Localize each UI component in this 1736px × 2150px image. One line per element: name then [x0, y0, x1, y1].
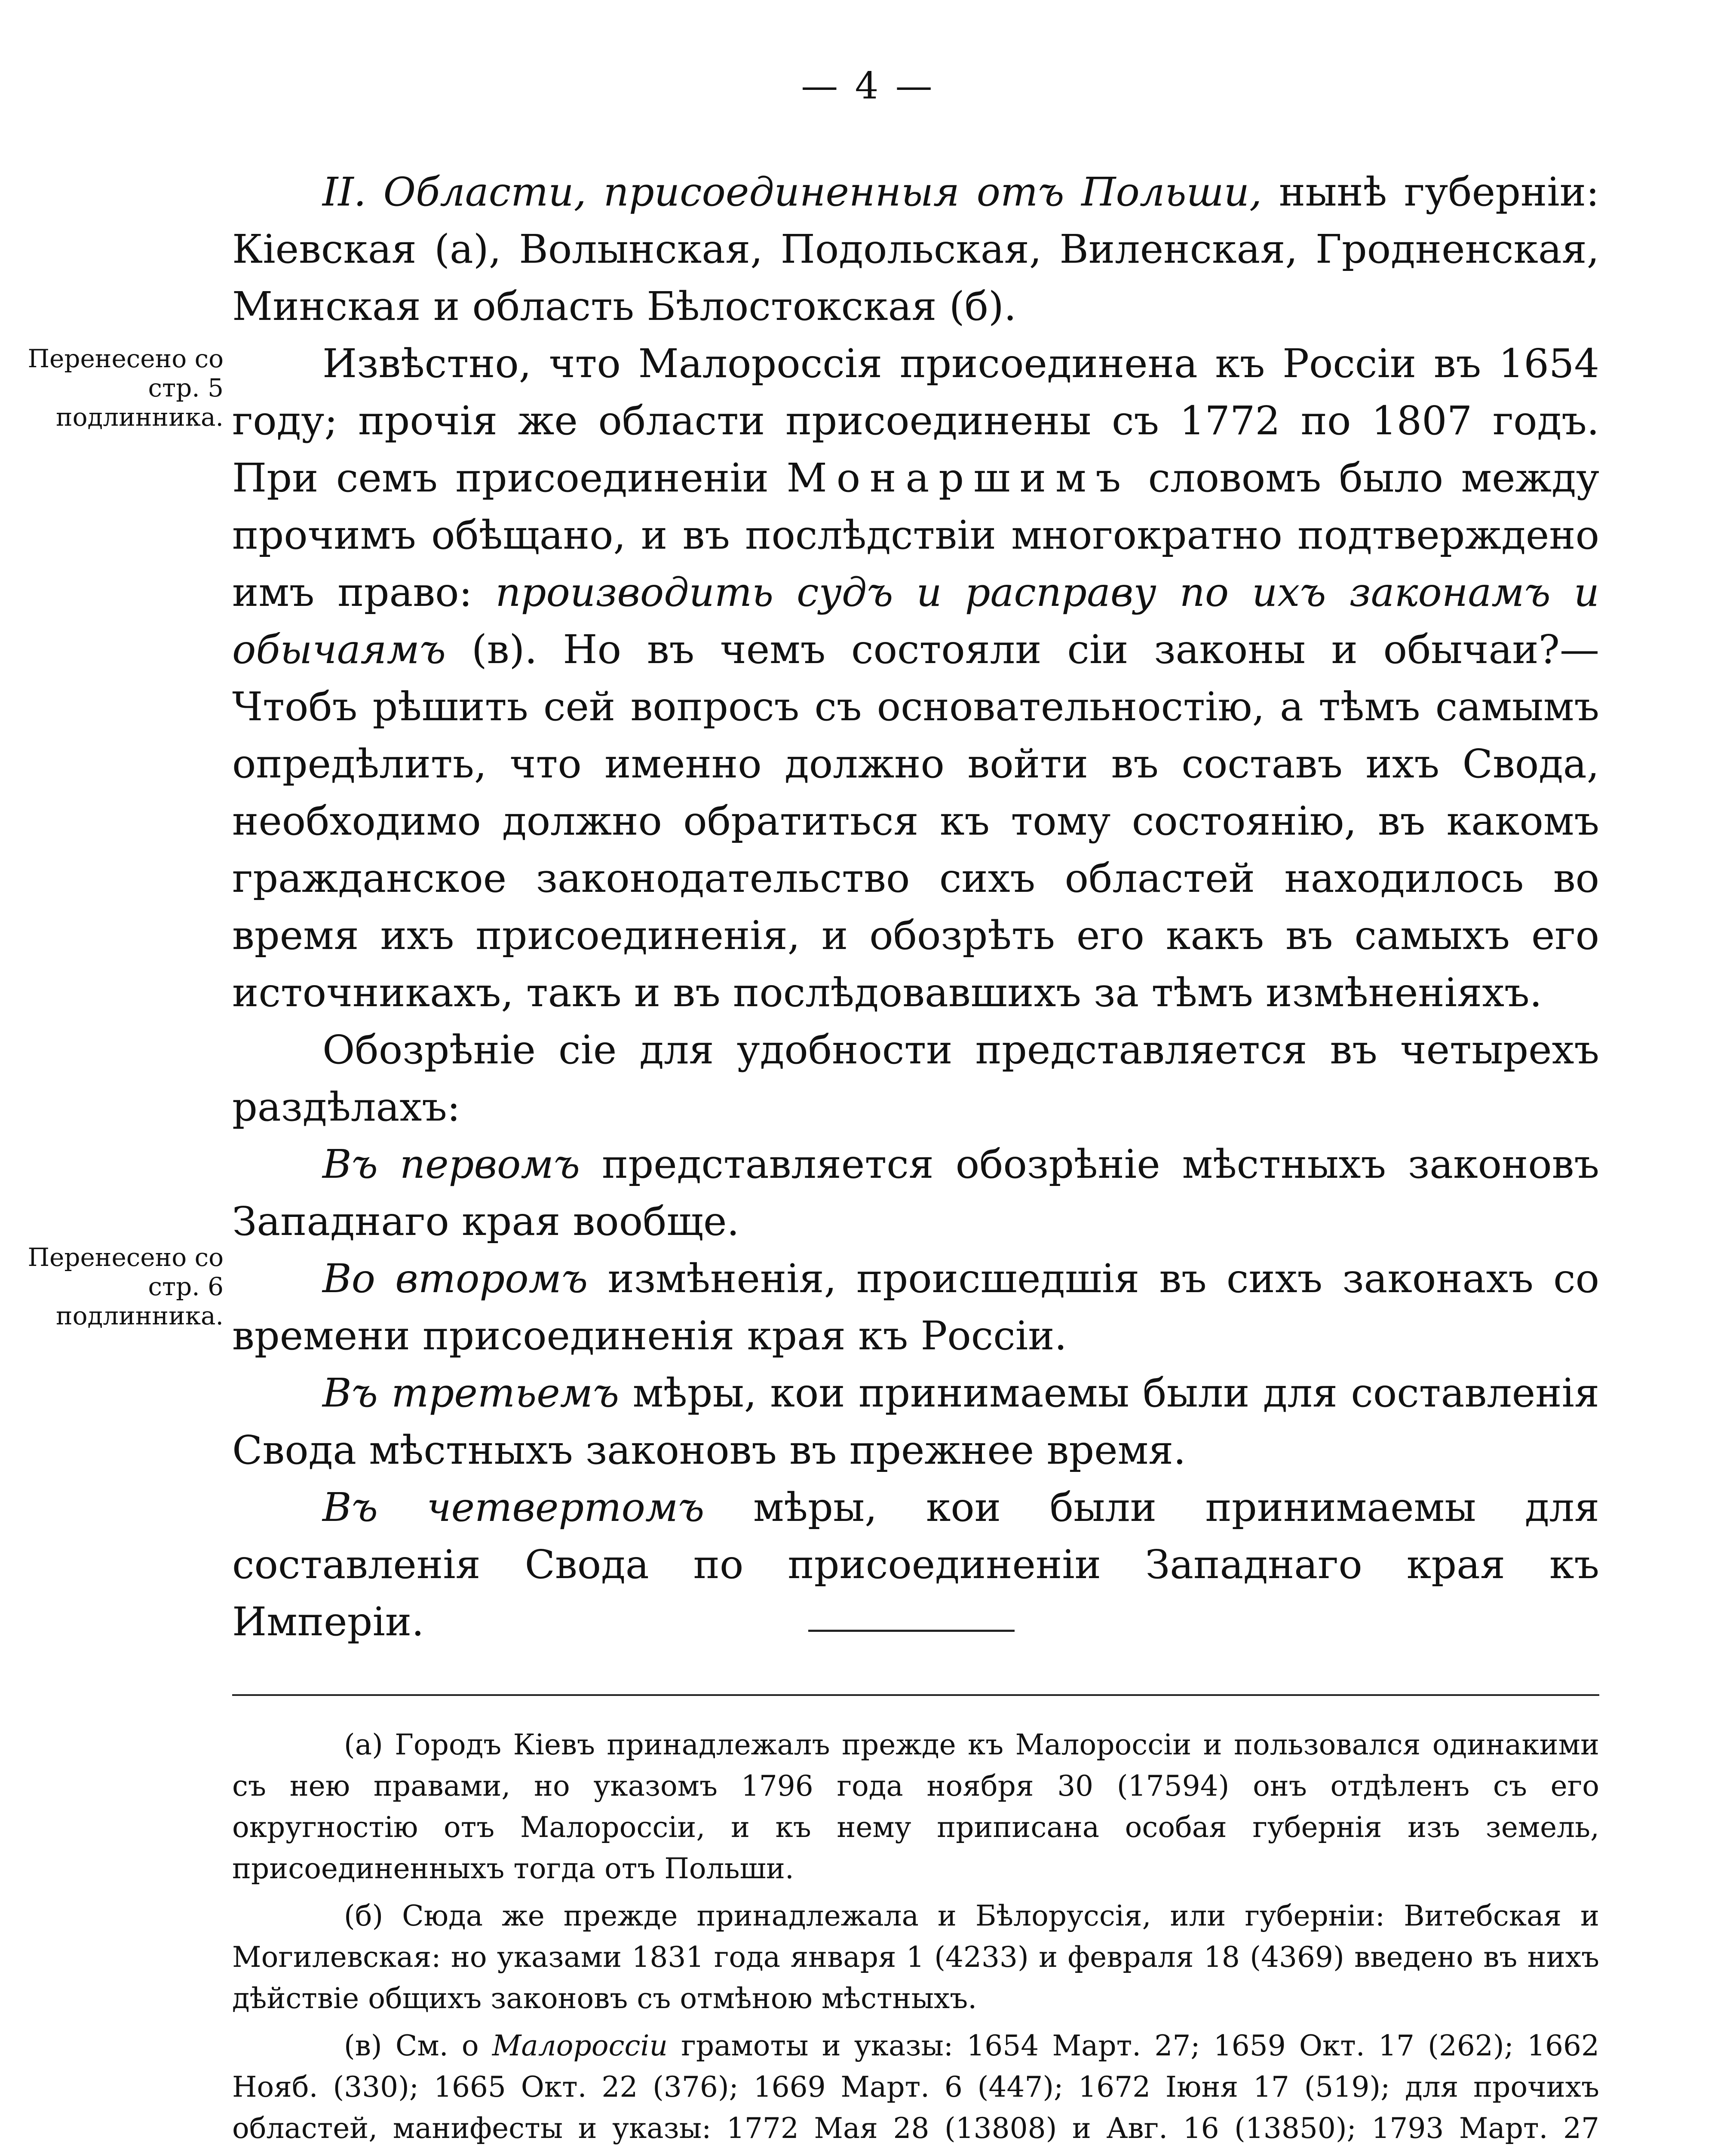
division-second-text: измѣненія, происшедшія въ сихъ законахъ со времени присоединенія края къ Россіи. — [232, 1256, 1600, 1359]
section-title: Области, присоединенныя отъ Польши, — [383, 169, 1262, 215]
division-third-label: Въ третьемъ — [322, 1370, 620, 1416]
footnote-a: (а) Городъ Кіевъ принадлежалъ прежде къ Малороссіи и пользовался одинакими съ нею правами, но указомъ 1796 года ноября 30 (17594) онъ отдѣленъ съ его округностію отъ Малороссіи, и къ нему приписана особая губернія изъ земель, присоединенныхъ тогда отъ Польши. — [232, 1728, 1599, 1885]
division-second — [232, 1250, 1599, 1364]
main-text — [232, 163, 1599, 1650]
division-third — [232, 1364, 1599, 1479]
spaced-word: Монаршимъ — [786, 455, 1131, 501]
paragraph-overview: Обозрѣніе сіе для удобности представляется въ четырехъ раздѣлахъ: — [232, 1027, 1599, 1130]
section-heading-rest: нынѣ губерніи: Кіевская (а), Волынская, Подольская, Виленская, Гродненская, Минская и область Бѣлостокская (б). — [232, 169, 1600, 329]
division-third-text: мѣры, кои принимаемы были для составленія Свода мѣстныхъ законовъ въ прежнее время. — [232, 1370, 1599, 1473]
footnote-v — [232, 2025, 1599, 2150]
section-numeral: II. — [322, 169, 366, 215]
footnote-v-italic: Малороссіи — [492, 2029, 668, 2062]
division-fourth — [232, 1479, 1599, 1650]
footnotes — [232, 1724, 1599, 2150]
section-heading-paragraph — [232, 163, 1599, 335]
footnote-v-prefix: (в) См. о — [344, 2029, 479, 2062]
italic-quote: производить судъ и расправу по ихъ законамъ и обычаямъ — [232, 569, 1599, 673]
page-number: — 4 — — [801, 64, 935, 108]
division-first-text: представляется обозрѣніе мѣстныхъ законовъ Западнаго края вообще. — [232, 1141, 1599, 1244]
footnote-v-text: грамоты и указы: 1654 Март. 27; 1659 Окт. 17 (262); 1662 Нояб. (330); 1665 Окт. 22 (376); 1669 Март. 6 (447); 1672 Іюня 17 (519); для прочихъ областей, манифесты и указы: 1772 Мая 28 (13808) и Авг. 16 (13850); 1793 Март. 27 — [232, 2029, 1600, 2145]
division-fourth-text: мѣры, кои были принимаемы для составленія Свода по присоединеніи Западнаго края къ Имперіи. — [232, 1484, 1599, 1645]
division-first — [232, 1136, 1599, 1250]
paragraph-history-text-1: Извѣстно, что Малороссія присоединена къ Россіи въ 1654 году; прочія же области присоединены съ 1772 по 1807 годъ. При семъ присоединеніи — [232, 341, 1599, 501]
margin-note-transferred-p6: Перенесено со стр. 6 подлинника. — [28, 1243, 224, 1330]
footnote-divider — [232, 1694, 1599, 1696]
division-first-label: Въ первомъ — [322, 1141, 580, 1187]
paragraph-history-text-3: (в). Но въ чемъ состояли сіи законы и обычаи?— Чтобъ рѣшить сей вопросъ съ основательностію, а тѣмъ самымъ опредѣлить, что именно должно войти въ составъ ихъ Свода, необходимо должно обратиться къ тому состоянію, въ какомъ гражданское законодательство сихъ областей находилось во время ихъ присоединенія, и обозрѣть его какъ въ самыхъ его источникахъ, такъ и въ послѣдовавшихъ за тѣмъ измѣненіяхъ. — [232, 627, 1599, 1016]
paragraph-history — [232, 335, 1599, 1021]
division-fourth-label: Въ четвертомъ — [322, 1484, 705, 1530]
section-end-rule — [808, 1630, 1015, 1632]
paragraph-history-text-2: словомъ было между прочимъ обѣщано, и въ послѣдствіи многократно подтверждено имъ право: — [232, 455, 1599, 615]
division-second-label: Во второмъ — [322, 1256, 588, 1302]
footnote-b: (б) Сюда же прежде принадлежала и Бѣлоруссія, или губерніи: Витебская и Могилевская: но указами 1831 года января 1 (4233) и февраля 18 (4369) введено въ нихъ дѣйствіе общихъ законовъ съ отмѣною мѣстныхъ. — [232, 1899, 1599, 2015]
margin-note-transferred-p5: Перенесено со стр. 5 подлинника. — [28, 344, 224, 432]
